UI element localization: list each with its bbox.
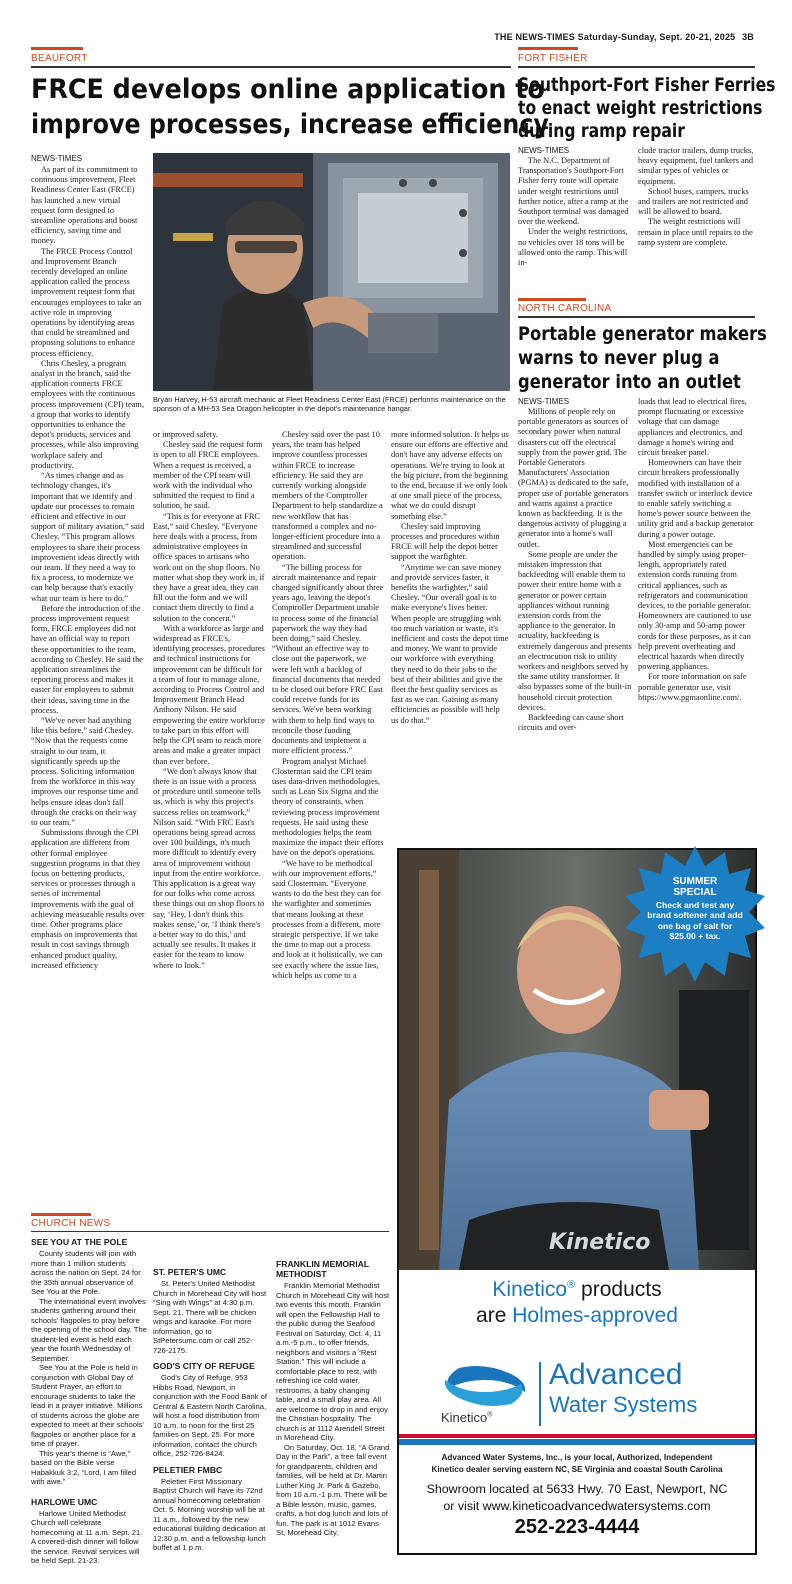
fort-fisher-headline-line3: during ramp repair (518, 120, 685, 142)
kinetico-swirl-icon (439, 1364, 531, 1408)
logo-divider (539, 1362, 541, 1426)
church-news-column-1 (31, 1237, 147, 1565)
beaufort-headline-line2: improve processes, increase efficiency (31, 109, 549, 140)
beaufort-column-3 (272, 430, 384, 1211)
ad-showroom-address: Showroom located at 5633 Hwy. 70 East, Newport, NC (426, 1482, 728, 1496)
ad-tagline-line2 (399, 1304, 755, 1328)
fort-fisher-headline-line1: Southport-Fort Fisher Ferries (518, 74, 776, 96)
ad-dealer-line2: Kinetico dealer serving eastern NC, SE Virginia and coastal South Carolina (431, 1465, 723, 1474)
paragraph: “We don't always know that there is an issue with a process or procedure until someone tells us, which is why this project's success relies on teamwork,” Nilson said. “With FRC East's operations being spread across over 100 buildings, it's much more difficult to identify every area of improvement without input from the entire workforce. This application is a great way for our folks who come across these things out on shop floors to say, ‘Hey, I don't think this makes sense,’ or, ‘I think there's a better way to do this,’ and actually see results. It makes it easier for the team to know where to look.” (153, 766, 265, 970)
church-news-section-bar (31, 1213, 91, 1216)
paragraph: The weight restrictions will remain in place until repairs to the ramp system are complete. (638, 217, 753, 247)
church-item-title: PELETIER FMBC (153, 1464, 223, 1475)
ad-photo-product-mark: Kinetico (549, 1230, 651, 1255)
nc-byline: NEWS-TIMES (518, 397, 570, 406)
kinetico-advertisement[interactable] (397, 848, 757, 1555)
beaufort-headline-line1: FRCE develops online application to (31, 74, 545, 105)
church-item-paragraph: Peletier First Missionary Baptist Church will have its 72nd annual homecoming celebration Oct. 5. Morning worship will be at 11 a.m., followed by the new educational building dedication at 12:30 p.m. and a fellowship lunch buffet at 1 p.m. (153, 1476, 266, 1552)
tagline-brand: Kinetico (492, 1278, 568, 1301)
page-folio (494, 32, 754, 42)
church-item-paragraph: God's City of Refuge, 953 Hibbs Road, Newport, in conjunction with the Food Bank of Central & Eastern North Carolina, will host a food distribution from 10 a.m. to noon for the first 25 families on Sept. 25. For more information, contact the church office, 252-726-8424. (153, 1373, 267, 1458)
paragraph: “As times change and as technology changes, it's important that we identify and update our processes to remain efficient and effective in our support of military aviation,” said Chesley. “This program allows employees to share their process improvement ideas directly with our team. If they need a way to fix a process, to modernize we can help because that's exactly what our team is here to do.” (31, 471, 145, 603)
beaufort-column-1 (31, 165, 145, 1211)
church-news-section-rule (31, 1231, 389, 1232)
paragraph: or improved safety. (153, 430, 218, 439)
nc-column-2 (638, 397, 756, 843)
church-item-paragraph: On Saturday, Oct. 18, “A Grand Day in the Park”, a free fall event for grandparents, children and families, will be held at Dr. Martin Luther King Jr. Park & Gazebo, from 10 a.m.-1 p.m. There will be a Bible lesson, music, games, crafts, a hot dog lunch and lots of fun. The park is at 1012 Evans St, Morehead City. (276, 1442, 390, 1537)
summer-special-badge (625, 844, 765, 984)
nc-section-label: NORTH CAROLINA (518, 303, 612, 314)
paragraph: “Anytime we can save money and provide services faster, it benefits the warfighter,” said Chesley. “Our overall goal is to make everyone's lives better. When people are struggling with too much variation or waste, it's inefficient and costs the depot time and money. We want to provide our workforce with everything they need to do their jobs to the best of their abilities and give the fleet the best quality services as fast as we can. Gaining as many efficiencies as possible will help us do that.” (391, 562, 509, 725)
church-item-paragraph: The international event involves students gathering around their schools' flagpoles to pray before the opening of the school day. The student-led event is held each year the fourth Wednesday of September. (31, 1296, 147, 1363)
mechanic-photo-caption: Bryan Harvey, H-53 aircraft mechanic at Fleet Readiness Center East (FRCE) performs maintenance on the sponson of a MH-53 Sea Dragon helicopter in the depot's maintenance hangar. (153, 395, 506, 413)
paragraph: Under the weight restrictions, no vehicles over 18 tons will be allowed onto the ramp. This will in- (518, 227, 628, 268)
tagline-are: are (476, 1304, 513, 1327)
ad-website[interactable]: or visit www.kineticoadvancedwatersystems.com (443, 1499, 711, 1513)
summer-special-body: Check and test any brand softener and add one bag of salt for $25.00 + tax. (647, 900, 743, 942)
paragraph: Most emergencies can be handled by simply using proper-length, appropriately rated extension cords running from critical appliances, such as refrigerators and communication devices, to the portable generator. Homeowners are cautioned to use only 30-amp and 50-amp power cords for these purposes, as it can help prevent overheating and electrical hazards when directly powering appliances. (638, 539, 752, 672)
ad-stripe-blue (399, 1439, 755, 1445)
paragraph: Homeowners can have their circuit breakers professionally modified with installation of a transfer switch or interlock device to enable safely switching a home's power source between the utility grid and a backup generator during a power outage. (638, 458, 754, 539)
church-item-paragraph: County students will join with more than 1 million students across the nation on Sept. 24 for the 35th annual observance of See You at the Pole. (31, 1249, 141, 1296)
beaufort-column-4 (391, 430, 509, 850)
company-name-line1: Advanced (549, 1358, 683, 1391)
beaufort-column-2 (153, 430, 265, 1211)
church-news-column-3 (276, 1237, 390, 1559)
paragraph: With a workforce as large and widespread as FRCE's, identifying processes, procedures and technical instructions for improvement can be difficult for a team of four to manage alone, according to Process Control and Improvement Branch Head Anthony Nilson. He said empowering the entire workforce to take part in this effort will help the CPI team to reach more areas and make a greater impact than ever before. (153, 623, 265, 766)
registered-mark: ® (567, 1279, 576, 1291)
nc-headline-line2: warns to never plug a (518, 347, 720, 369)
paragraph: Submissions through the CPI application are different from other formal employee suggestion programs in that they focus on bettering products, services or processes through a series of incremental improvements with the goal of achieving measurable results over time. Other programs place emphasis on improvements that result in cost savings through enhanced product quality, increased efficiency (31, 828, 145, 970)
church-item-title: SEE YOU AT THE POLE (31, 1237, 128, 1247)
kinetico-logo-registered: ® (487, 1411, 493, 1419)
church-news-section-label: CHURCH NEWS (31, 1218, 111, 1229)
paragraph: Some people are under the mistaken impression that backfeeding will enable them to power their entire home with a generator or power certain appliances without running extension cords from the appliance to the generator. In actuality, backfeeding is extremely dangerous and presents an electrocution risk to utility workers and neighbors served by the same utility transformer. It also bypasses some of the built-in household circuit protection devices. (518, 549, 632, 712)
paragraph: “This is for everyone at FRC East,” said Chesley. “Everyone here deals with a process, from administrative employees in office spaces to artisans who work out on the shop floors. No matter what shop they work in, if they have a great idea, they can fill out the form and we will contact them directly to find a solution to the concern.” (153, 511, 265, 623)
paragraph: School buses, campers, trucks and trailers are not restricted and will be allowed to board. (638, 186, 749, 217)
paragraph: more informed solution. It helps us ensure our efforts are effective and don't have any adverse effects on operations. We're trying to look at the big picture, from the beginning to the end, because if we only look at one small piece of the process, what we do could disrupt something else.” (391, 430, 509, 521)
church-item-title: FRANKLIN MEMORIAL METHODIST (276, 1259, 369, 1279)
paragraph: clude tractor trailers, dump trucks, heavy equipment, fuel tankers and similar types of vehicles or equipment. (638, 146, 754, 186)
nc-headline-line3: generator into an outlet (518, 371, 741, 393)
nc-column-1 (518, 407, 632, 843)
paragraph: Millions of people rely on portable generators as sources of secondary power when natural disasters cut off the electrical supply from the power grid. The Portable Generators Manufacturers' Association (PGMA) is dedicated to the safe, proper use of portable generators and warns against a practice known as backfeeding. It is the dangerous activity of plugging a generator into a home's wall outlet. (518, 407, 629, 549)
paragraph: “We have to be methodical with our improvement efforts,” said Closterman. “Everyone wants to do the best they can for the warfighter and sometimes that means looking at these processes from a different, more strategic perspective. If we take the time to map out a process and look at it holistically, we can see exactly where the issue lies, which helps us come to a (272, 858, 383, 980)
paragraph: As part of its commitment to continuous improvement, Fleet Readiness Center East (FRCE) has launched a new virtual request form designed to streamline operations and boost efficiency, saving time and money. (31, 165, 138, 246)
church-item-paragraph: Harlowe United Methodist Church will celebrate homecoming at 11 a.m. Sept. 21. A covered-dish dinner will follow the service. Revival services will be held Sept. 21-23. (31, 1508, 143, 1565)
beaufort-section-bar (31, 47, 83, 50)
fort-fisher-section-bar (518, 47, 578, 50)
nc-section-rule (518, 316, 755, 318)
paragraph: “The billing process for aircraft maintenance and repair changed significantly about three years ago, leaving the depot's Comptroller Department unable to process some of the financial paperwork the way they had been doing,” said Chesley. “Without an effective way to close out the paperwork, we were left with a backlog of financial documents that needed to be closed out before FRC East could receive funds for its services. We've been working with them to help find ways to reconcile those funding documents and implement a more efficient process.” (272, 562, 384, 756)
church-item-title: ST. PETER'S UMC (153, 1267, 227, 1277)
paragraph: “We've never had anything like this before,” said Chesley. “Now that the requests come straight to our team, it significantly speeds up the process. Soliciting information from the workforce in this way improves our response time and helps ensure ideas don't fall through the cracks on their way to our team.” (31, 715, 138, 827)
beaufort-section-label: BEAUFORT (31, 53, 88, 64)
paragraph: Program analyst Michael Closterman said the CPI team uses data-driven methodologies, such as Lean Six Sigma and the theory of constraints, when reviewing process improvement requests. He said using these methodologies helps the team maximize the impact their efforts have on the depot's operations. (272, 756, 384, 858)
paragraph: Backfeeding can cause short circuits and over- (518, 713, 624, 733)
company-name-line2: Water Systems (549, 1392, 698, 1417)
fort-fisher-column-2 (638, 146, 756, 296)
church-item-paragraph: Franklin Memorial Methodist Church in Morehead City will host two events this month. Franklin will open the Fellowship Hall to the public during the Seafood Festival on Saturday, Oct. 4, 11 a.m.-5 p.m., to offer friends, neighbors and visitors a “Rest Station.” This will include a comfortable place to rest, with refreshing ice cold water, restrooms, a baby changing table, and a small play area. All are welcome to drop in and enjoy the Christian hospitality. The church is at 1112 Arendell Street in Morehead City. (276, 1281, 390, 1442)
church-item-title: HARLOWE UMC (31, 1496, 98, 1507)
nc-section-bar (518, 298, 586, 301)
kinetico-logo-brand: Kinetico (441, 1410, 488, 1425)
paragraph: For more information on safe portable generator use, visit https://www.pgmaonline.com/. (638, 672, 747, 702)
fort-fisher-section-label: FORT FISHER (518, 53, 588, 64)
church-item-title: GOD'S CITY OF REFUGE (153, 1361, 255, 1371)
church-item-paragraph: See You at the Pole is held in conjunction with Global Day of Student Prayer, an effort to encourage students to take the lead in a prayer initiative. Millions of students across the globe are expected to meet at their schools' flagpoles or another place for a time of prayer. (31, 1363, 144, 1448)
tagline-products: products (575, 1278, 662, 1301)
paragraph: The FRCE Process Control and Improvement Branch recently developed an online application called the process improvement request form that encourages employees to take an active role in improving operations by identifying areas that could be streamlined and proposing solutions to enhance process efficiency. (31, 246, 142, 358)
folio-page-number: 3B (742, 32, 754, 42)
paragraph: The N.C. Department of Transportation's Southport-Fort Fisher ferry route will operate under weight restrictions until further notice, after a ramp at the Southport terminal was damaged over the weekend. (518, 156, 629, 227)
ad-phone-number[interactable]: 252-223-4444 (514, 1516, 640, 1538)
paragraph: Before the introduction of the process improvement request form, FRCE employees did not have an official way to report these opportunities to the team, according to Chesley. He said the application streamlines the reporting process and makes it easier for employees to submit their ideas, saving time in the process. (31, 603, 144, 715)
church-news-column-2 (153, 1237, 267, 1559)
fort-fisher-section-rule (518, 66, 755, 68)
fort-fisher-headline-line2: to enact weight restrictions (518, 97, 763, 119)
mechanic-photo-illustration (153, 153, 510, 391)
kinetico-logo-text (441, 1410, 492, 1425)
paragraph: Chesley said the request form is open to all FRCE employees. When a request is received, a member of the CPI team will work with the individual who submitted the request to find a solution, he said. (153, 440, 263, 511)
ad-tagline-line1 (399, 1278, 755, 1302)
fort-fisher-column-1 (518, 156, 632, 296)
ad-stripe-red (399, 1434, 755, 1438)
paragraph: loads that lead to electrical fires, prompt fluctuating or excessive voltage that can damage appliances and electronics, and damage a home's wiring and circuit breaker panel. (638, 397, 747, 458)
paragraph: Chris Chesley, a program analyst in the branch, said the application connects FRCE employees with the continuous process improvement (CPI) team, a group that works to identify opportunities to enhance the depot's products, services and processes, while also improving workplace safety and productivity. (31, 358, 145, 470)
ad-dealer-line1: Advanced Water Systems, Inc., is your local, Authorized, Independent (441, 1453, 713, 1462)
beaufort-section-rule (31, 66, 511, 68)
paragraph: Chesley said improving processes and procedures within FRCE will help the depot better support the warfighter. (391, 521, 500, 562)
paragraph: Chesley said over the past 10 years, the team has helped improve countless processes within FRCE to increase efficiency. He said they are currently working alongside members of the Comptroller Department to help standardize a new workflow that has transformed a complex and no-longer-efficient procedure into a streamlined and successful operation. (272, 430, 383, 562)
church-item-paragraph: This year's theme is “Awe,” based on the Bible verse Habakkuk 3:2, “Lord, I am filled with awe.” (31, 1448, 137, 1486)
tagline-holmes-approved: Holmes-approved (512, 1304, 678, 1327)
nc-headline-line1: Portable generator makers (518, 323, 767, 345)
summer-special-title: SUMMER SPECIAL (672, 876, 718, 898)
church-item-paragraph: St. Peter's United Methodist Church in Morehead City will host “Sing with Wings” at 4:30 p.m. Sept. 21. There will be chicken wings and karaoke. For more information, go to StPetersumc.com or call 252-726-2175. (153, 1279, 267, 1355)
beaufort-byline: NEWS-TIMES (31, 154, 83, 163)
fort-fisher-byline: NEWS-TIMES (518, 146, 570, 155)
kinetico-logo (439, 1364, 531, 1426)
mechanic-photo (153, 153, 510, 391)
folio-text: THE NEWS-TIMES Saturday-Sunday, Sept. 20-21, 2025 (494, 32, 736, 42)
